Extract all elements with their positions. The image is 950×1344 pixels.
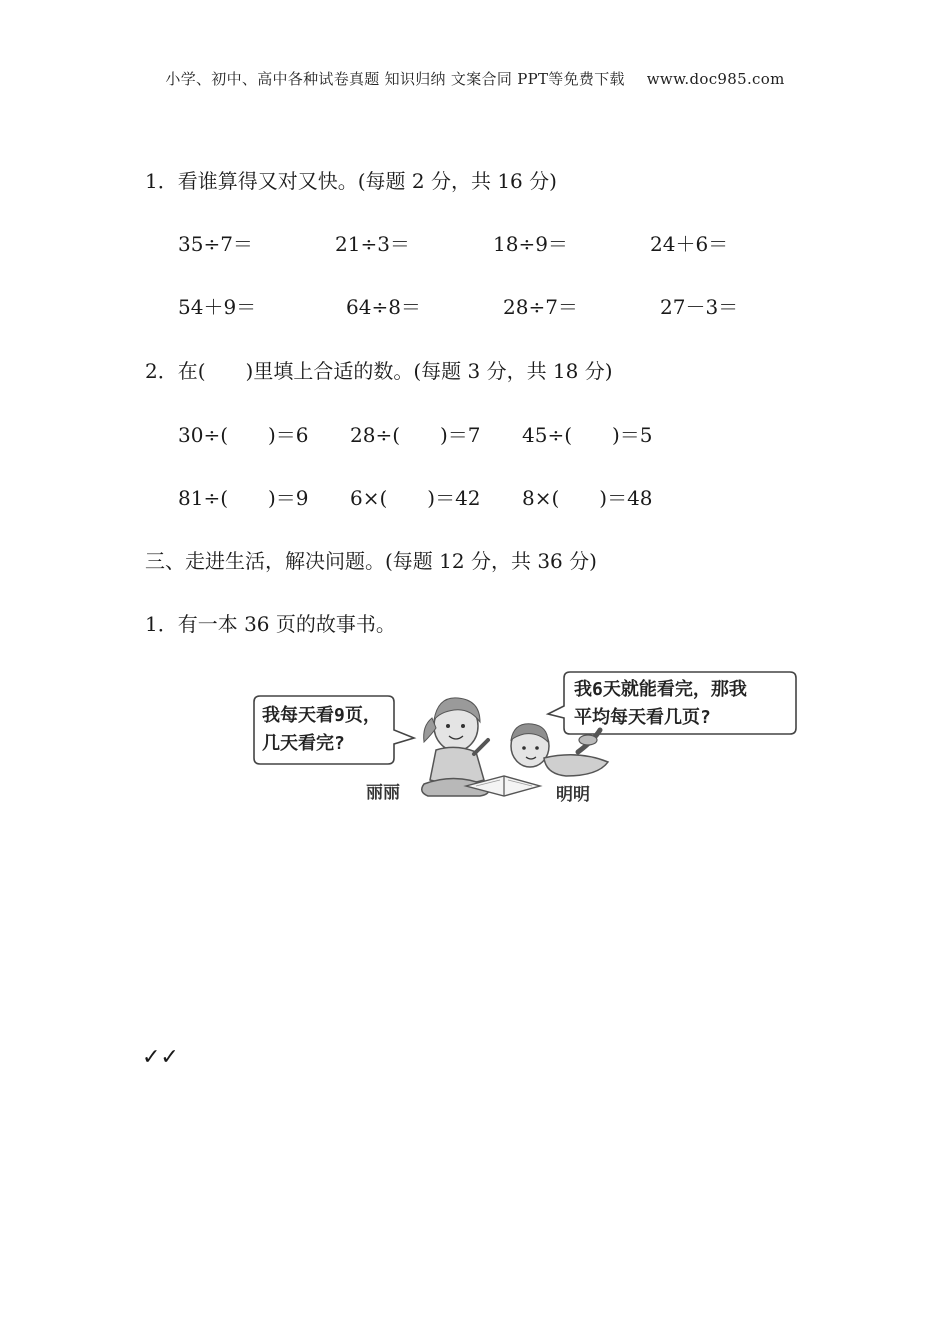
section3-title: 三、走进生活，解决问题。(每题 12 分，共 36 分): [145, 549, 597, 573]
q2-title: 2．在( )里填上合适的数。(每题 3 分，共 18 分): [145, 359, 613, 383]
name-lili: 丽丽: [366, 783, 400, 803]
q2-r1-e2: 28÷( )＝7: [350, 423, 481, 447]
illustration: [248, 668, 798, 808]
q2-r1-e3: 45÷( )＝5: [522, 423, 653, 447]
q1-r1-e3: 18÷9＝: [493, 232, 568, 256]
section3-q1: 1．有一本 36 页的故事书。: [145, 612, 396, 636]
header-text: 小学、初中、高中各种试卷真题 知识归纳 文案合同 PPT等免费下载: [165, 70, 625, 88]
q1-r1-e4: 24＋6＝: [650, 232, 729, 256]
q2-r2-e2: 6×( )＝42: [350, 486, 481, 510]
bubble-left-line2: 几天看完?: [262, 733, 345, 754]
bubble-right-line1: 我6天就能看完，那我: [574, 679, 747, 700]
girl-figure: [422, 698, 489, 796]
q1-r1-e2: 21÷3＝: [335, 232, 410, 256]
header-url: www.doc985.com: [646, 70, 785, 88]
q2-r1-e1: 30÷( )＝6: [178, 423, 309, 447]
name-mingming: 明明: [556, 785, 590, 805]
bubble-right-text: [574, 676, 747, 732]
bubble-left-text: [262, 702, 381, 758]
check-marks: ✓✓: [142, 1045, 179, 1070]
page-header: [0, 68, 950, 89]
q1-r2-e2: 64÷8＝: [346, 295, 421, 319]
q1-r2-e4: 27－3＝: [660, 295, 739, 319]
q1-r2-e3: 28÷7＝: [503, 295, 578, 319]
bubble-right-line2: 平均每天看几页?: [574, 707, 711, 728]
q1-title: 1．看谁算得又对又快。(每题 2 分，共 16 分): [145, 169, 557, 193]
q1-r2-e1: 54＋9＝: [178, 295, 257, 319]
q2-r2-e3: 8×( )＝48: [522, 486, 653, 510]
q2-r2-e1: 81÷( )＝9: [178, 486, 309, 510]
q1-r1-e1: 35÷7＝: [178, 232, 253, 256]
bubble-left-line1: 我每天看9页，: [262, 705, 381, 726]
